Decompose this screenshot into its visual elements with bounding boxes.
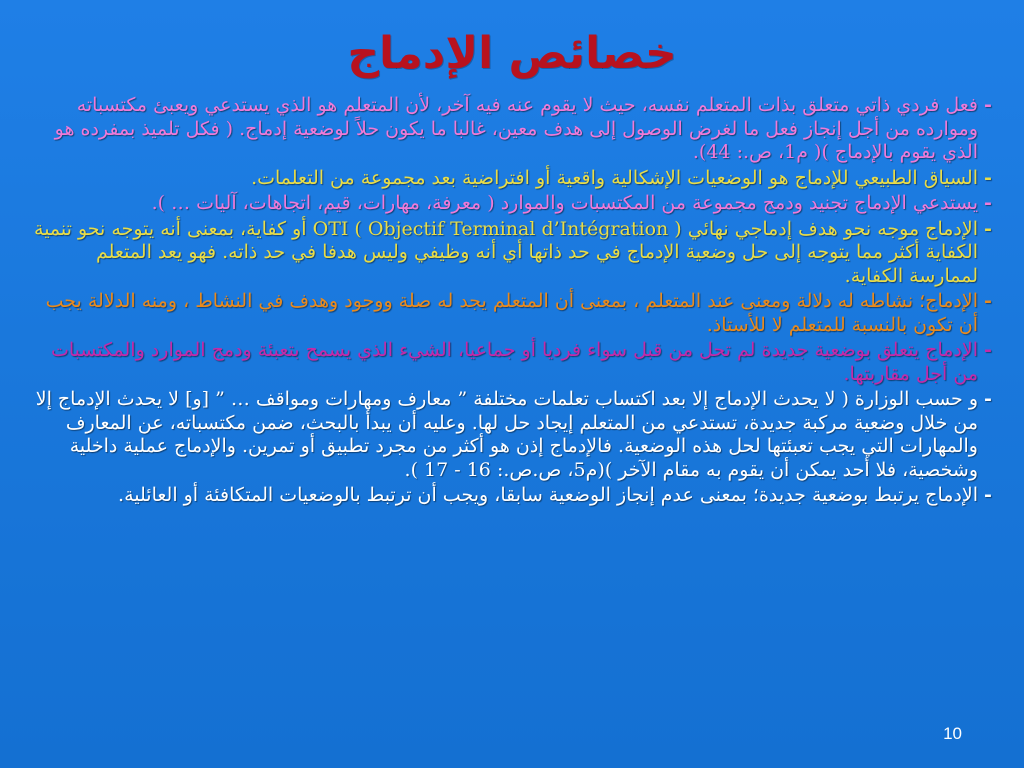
paragraph-8 [22,484,998,508]
slide-content [22,94,998,510]
paragraph-5 [22,290,998,337]
bullet-marker: - [984,192,992,214]
paragraph-text: و حسب الوزارة ( لا يحدث الإدماج إلا بعد اكتساب تعلمات مختلفة ” معارف ومهارات ومواقف … ” [و] لا يحدث الإدماج إلا من خلال وضعية مركبة جديدة، تستدعي من المتعلم إيجاد حل لها. وعليه أن يبدأ بالبحث، ضمن مكتسباته، عن المعارف والمهارات التي يجب تعبئتها لحل هذه الوضعية. فالإدماج إذن هو أكثر من مجرد تطبيق أو تمرين. والإدماج عملية داخلية وشخصية، فلا أحد يمكن أن يقوم به مقام الآخر )(م5، ص.ص.: 16 - 17 ). [35,388,978,481]
paragraph-text: الإدماج يتعلق بوضعية جديدة لم تحل من قبل سواء فرديا أو جماعيا، الشيء الذي يسمح بتعبئة ودمج الموارد والمكتسبات من أجل مقاربتها. [50,339,978,385]
bullet-marker: - [984,484,992,506]
bullet-marker: - [984,166,992,189]
paragraph-text: الإدماج؛ نشاطه له دلالة ومعنى عند المتعلم ، بمعنى أن المتعلم يجد له صلة ووجود وهدف في النشاط ، ومنه الدلالة يجب أن تكون بالنسبة للمتعلم لا للأستاذ. [45,290,978,336]
paragraph-text: السياق الطبيعي للإدماج هو الوضعيات الإشكالية واقعية أو افتراضية بعد مجموعة من التعلمات. [251,166,978,189]
paragraph-4 [22,218,998,289]
slide-title: خصائص الإدماج [347,28,677,79]
paragraph-6 [22,339,998,386]
paragraph-text: فعل فردي ذاتي متعلق بذات المتعلم نفسه، حيث لا يقوم عنه فيه آخر، لأن المتعلم هو الذي يستدعي ويعبئ مكتسباته وموارده من أجل إنجاز فعل ما لغرض الوصول إلى هدف معين، غالبا ما يكون حلاً لوضعية إدماج. ( فكل تلميذ بمفرده هو الذي يقوم بالإدماج )( م1، ص.: 44). [54,94,978,163]
bullet-marker: - [984,388,992,410]
paragraph-7 [22,388,998,482]
paragraph-text: يستدعي الإدماج تجنيد ودمج مجموعة من المكتسبات والموارد ( معرفة، مهارات، قيم، اتجاهات، آليات … ). [151,192,978,214]
paragraph-1 [22,94,998,165]
paragraph-3 [22,192,998,216]
paragraph-2 [22,167,998,191]
bullet-marker: - [984,290,992,312]
bullet-marker: - [984,217,992,240]
bullet-marker: - [984,94,992,116]
paragraph-text: الإدماج يرتبط بوضعية جديدة؛ بمعنى عدم إنجاز الوضعية سابقا، ويجب أن ترتبط بالوضعيات المتكافئة أو العائلية. [118,484,978,506]
bullet-marker: - [984,339,992,361]
page-number: 10 [943,724,962,743]
paragraph-text: الإدماج موجه نحو هدف إدماجي نهائي OTI ( Objectif Terminal d’Intégration ) أو كفاية، بمعنى أنه يتوجه نحو تنمية الكفاية أكثر مما يتوجه إلى حل وضعية الإدماج في حد ذاتها أي أنه وظيفي وليس هدفا في حد ذاته. فهو يعد المتعلم لممارسة الكفاية. [34,217,978,287]
